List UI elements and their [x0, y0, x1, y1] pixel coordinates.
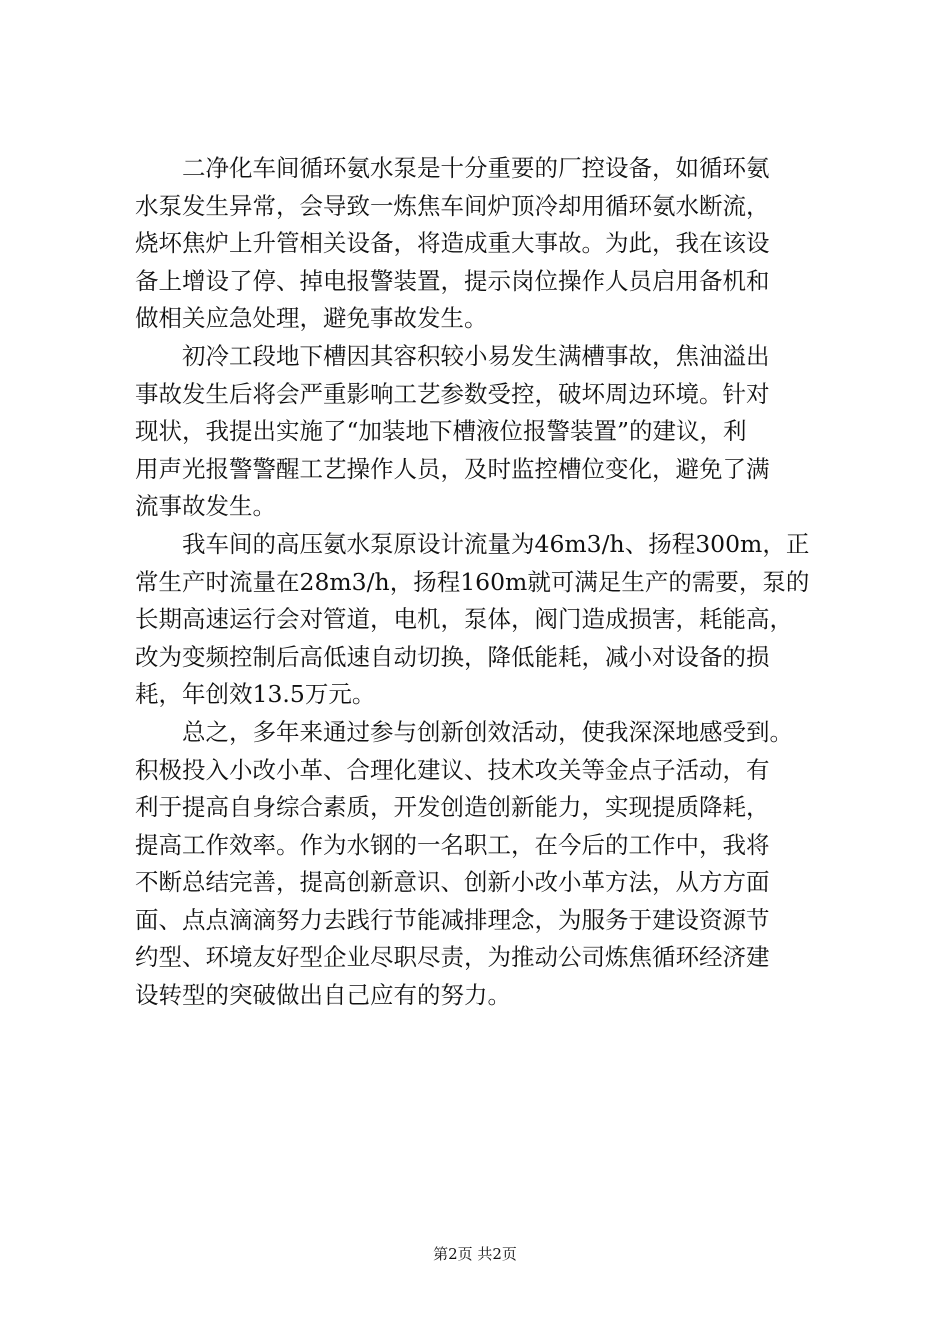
- text-line: 利于提高自身综合素质，开发创造创新能力，实现提质降耗，: [135, 793, 770, 822]
- text-line: 改为变频控制后高低速自动切换，降低能耗，减小对设备的损: [135, 642, 770, 671]
- text-line: 烧坏焦炉上升管相关设备，将造成重大事故。为此，我在该设: [135, 229, 770, 258]
- text-line: 常生产时流量在28m3/h，扬程160m就可满足生产的需要，泵的: [135, 567, 810, 596]
- text-line: 用声光报警警醒工艺操作人员，及时监控槽位变化，避免了满: [135, 454, 770, 483]
- paragraph: [135, 714, 835, 1015]
- text-line: 我车间的高压氨水泵原设计流量为46m3/h、扬程300m，正: [135, 529, 810, 558]
- text-line: 初冷工段地下槽因其容积较小易发生满槽事故，焦油溢出: [135, 341, 770, 370]
- text-line: 提高工作效率。作为水钢的一名职工，在今后的工作中，我将: [135, 830, 770, 859]
- text-line: 水泵发生异常，会导致一炼焦车间炉顶冷却用循环氨水断流，: [135, 191, 770, 220]
- text-line: 备上增设了停、掉电报警装置，提示岗位操作人员启用备机和: [135, 266, 770, 295]
- text-line: 长期高速运行会对管道，电机，泵体，阀门造成损害，耗能高，: [135, 605, 793, 634]
- text-line: 面、点点滴滴努力去践行节能减排理念，为服务于建设资源节: [135, 905, 770, 934]
- page-number-footer: 第2页 共2页: [433, 1245, 517, 1263]
- document-body: [135, 150, 835, 1015]
- text-line: 积极投入小改小革、合理化建议、技术攻关等金点子活动，有: [135, 755, 770, 784]
- paragraph: [135, 150, 835, 338]
- text-line: 做相关应急处理，避免事故发生。: [135, 304, 488, 333]
- text-line: 设转型的突破做出自己应有的努力。: [135, 981, 511, 1010]
- text-line: 流事故发生。: [135, 492, 276, 521]
- text-line: 耗，年创效13.5万元。: [135, 680, 376, 709]
- paragraph: [135, 338, 835, 526]
- text-line: 不断总结完善，提高创新意识、创新小改小革方法，从方方面: [135, 868, 770, 897]
- text-line: 事故发生后将会严重影响工艺参数受控，破坏周边环境。针对: [135, 379, 770, 408]
- text-line: 约型、环境友好型企业尽职尽责，为推动公司炼焦循环经济建: [135, 943, 770, 972]
- text-line: 二净化车间循环氨水泵是十分重要的厂控设备，如循环氨: [135, 154, 770, 182]
- text-line: 总之，多年来通过参与创新创效活动，使我深深地感受到。: [135, 717, 793, 746]
- text-line: 现状，我提出实施了“加装地下槽液位报警装置”的建议，利: [135, 417, 747, 446]
- paragraph: [135, 526, 835, 714]
